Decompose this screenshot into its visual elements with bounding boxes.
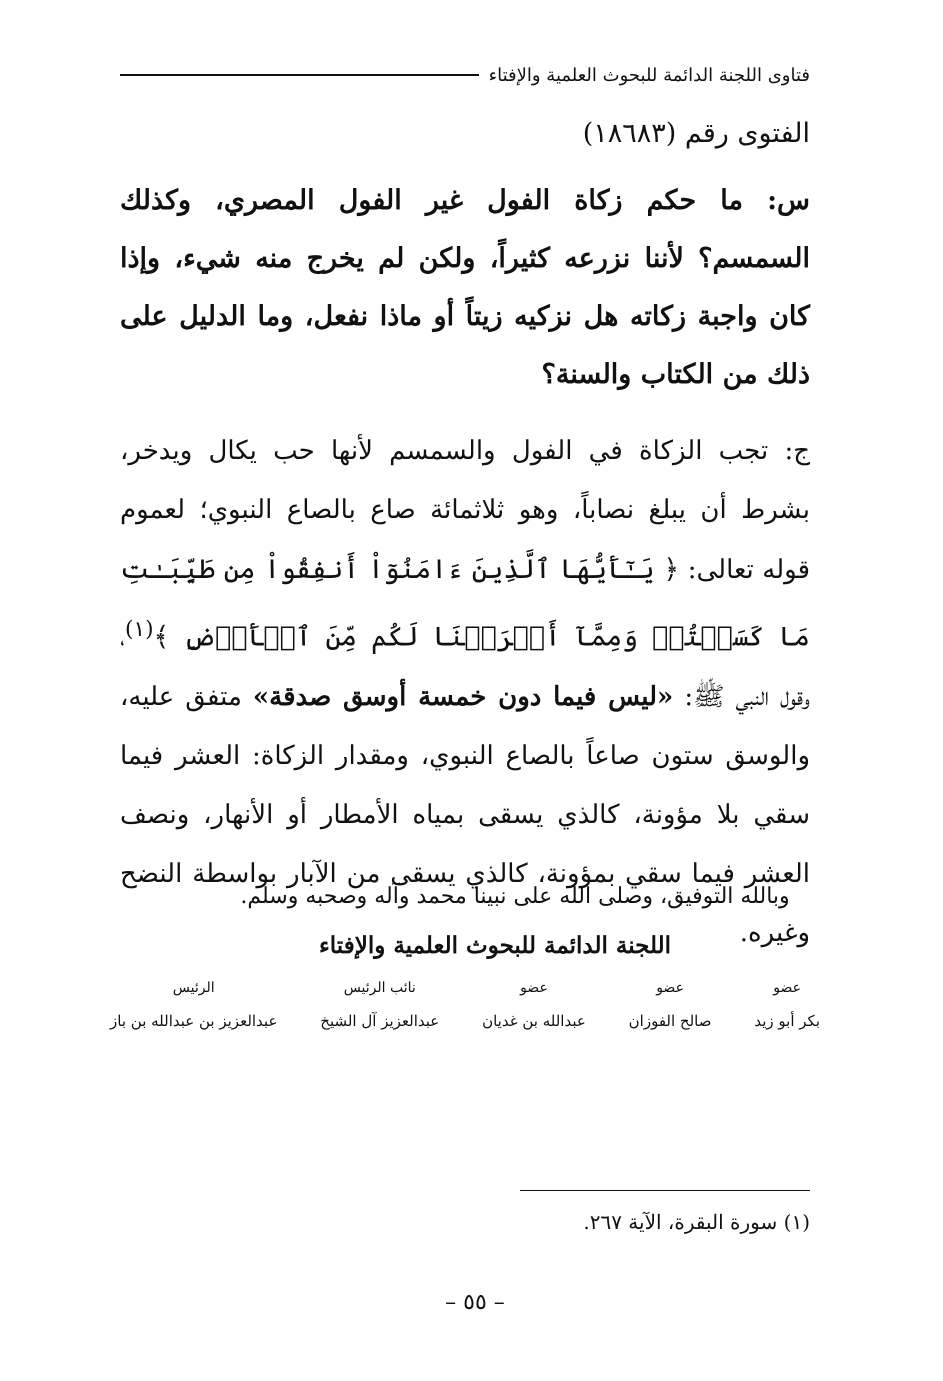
signatory xyxy=(482,980,586,1030)
signatory xyxy=(320,980,439,1030)
answer-text-1: ج: تجب الزكاة في الفول والسمسم لأنها حب يكال ويدخر، بشرط أن يبلغ نصاباً، وهو ثلاثمائة صاع بالصاع النبوي؛ لعموم قوله تعالى: xyxy=(120,436,810,585)
signatory xyxy=(110,980,277,1030)
signatory-name: عبدالعزيز آل الشيخ xyxy=(320,1012,440,1030)
quran-verse: ﴿ يَـٰٓأَيُّهَا ٱلَّذِينَ ءَامَنُوٓاْ أَنفِقُواْ مِن طَيِّبَـٰتِ مَا كَسَبۡتُمۡ وَمِمَّآ أَخۡرَجۡنَا لَكُم مِّنَ ٱلۡأَرۡضِ ﴾ xyxy=(120,554,810,653)
signatory-role: نائب الرئيس xyxy=(343,980,416,996)
signatory-role: الرئيس xyxy=(172,980,215,996)
question-paragraph: س: ما حكم زكاة الفول غير الفول المصري، وكذلك السمسم؟ لأننا نزرعه كثيراً، ولكن لم يخرج منه شيء، وإذا كان واجبة زكاته هل نزكيه زيتاً أو ماذا نفعل، وما الدليل على ذلك من الكتاب والسنة؟ xyxy=(120,185,810,390)
signatory-role: عضو xyxy=(656,980,684,996)
answer-paragraph xyxy=(120,422,810,963)
signatory-name: عبدالعزيز بن عبدالله بن باز xyxy=(110,1012,278,1030)
hadith-quote: «ليس فيما دون خمسة أوسق صدقة» xyxy=(252,681,674,712)
header-rule xyxy=(120,74,479,76)
signatory-name: عبدالله بن غديان xyxy=(482,1012,586,1030)
page-number: – ٥٥ – xyxy=(445,1290,505,1315)
fatwa-number: الفتوى رقم (١٨٦٨٣) xyxy=(582,118,810,149)
footnote: (١) سورة البقرة، الآية ٢٦٧. xyxy=(583,1210,810,1234)
closing-line: وبالله التوفيق، وصلى الله على نبينا محمد وآله وصحبه وسلم. xyxy=(240,884,790,909)
answer-text-2: ، وقول النبي ﷺ: xyxy=(120,622,810,712)
running-title: فتاوى اللجنة الدائمة للبحوث العلمية والإفتاء xyxy=(488,64,810,86)
committee-name: اللجنة الدائمة للبحوث العلمية والإفتاء xyxy=(318,932,672,959)
signatory xyxy=(629,980,712,1030)
footnote-rule xyxy=(520,1190,810,1191)
signatory xyxy=(754,980,820,1030)
signatory-name: صالح الفوزان xyxy=(628,1012,712,1030)
signatory-role: عضو xyxy=(773,980,802,996)
signatories xyxy=(110,980,820,1030)
signatory-role: عضو xyxy=(520,980,548,996)
footnote-reference: (١) xyxy=(124,617,154,642)
running-header xyxy=(120,60,810,90)
document-page xyxy=(110,40,820,1360)
signatory-name: بكر أبو زيد xyxy=(754,1012,820,1030)
answer-text-3: متفق عليه، والوسق ستون صاعاً بالصاع النبوي، ومقدار الزكاة: العشر فيما سقي بلا مؤونة، كالذي يسقى بمياه الأمطار أو الأنهار، ونصف العشر فيما سقي بمؤونة، كالذي يسقى من الآبار بواسطة النضح وغيره. xyxy=(120,681,810,948)
